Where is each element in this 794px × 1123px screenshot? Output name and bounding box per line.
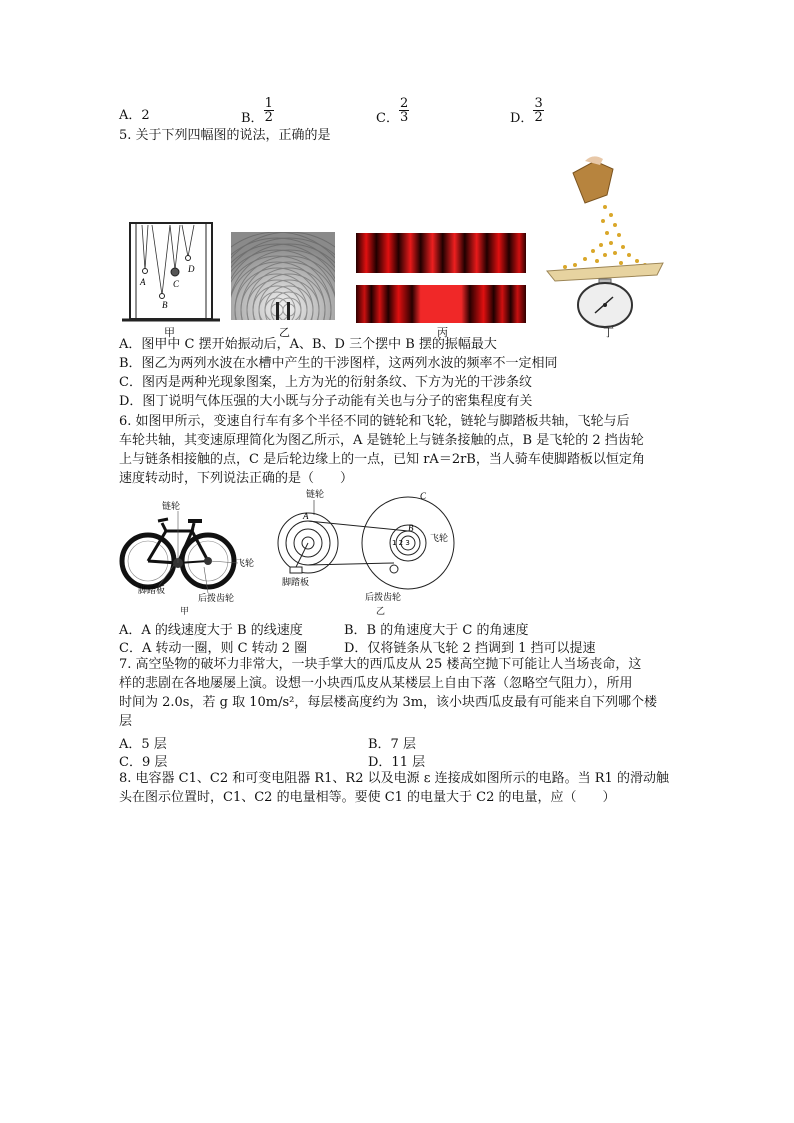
q7-option-d: D．11 层 <box>368 755 426 770</box>
bike-label-pedal: 脚踏板 <box>138 586 166 596</box>
diagram-label-a: A <box>303 511 309 521</box>
bike-label-chainring: 链轮 <box>162 502 181 512</box>
q4-option-c: C． $\frac{2}{3}$ <box>376 96 409 126</box>
caption-diagram-yi: 乙 <box>376 607 386 617</box>
q6-option-c: C．A 转动一圈，则 C 转动 2 圈 <box>119 641 308 656</box>
diagram-label-derailleur: 后拨齿轮 <box>365 593 402 603</box>
pendulum-label-d: D <box>188 264 195 274</box>
caption-yi: 乙 <box>279 326 290 339</box>
q6-stem-line-2: 车轮共轴，其变速原理简化为图乙所示，A 是链轮上与链条接触的点，B 是飞轮的 2 挡齿轮 <box>119 433 644 448</box>
diagram-label-c: C <box>420 491 427 501</box>
q6-stem-line-4: 速度转动时，下列说法正确的是（ ） <box>119 471 354 486</box>
q5-stem: 5. 关于下列四幅图的说法，正确的是 <box>119 128 331 143</box>
q7-option-c: C．9 层 <box>119 755 168 770</box>
caption-bing: 丙 <box>437 326 448 339</box>
q5-option-d: D．图丁说明气体压强的大小既与分子动能有关也与分子的密集程度有关 <box>119 394 533 409</box>
q8-stem-line-2: 头在图示位置时，C1、C2 的电量相等。要使 C1 的电量大于 C2 的电量，应（ ） <box>119 790 616 805</box>
figure-bicycle <box>118 495 268 605</box>
figure-transmission-diagram <box>270 485 470 610</box>
q7-option-b: B．7 层 <box>368 737 416 752</box>
caption-jia: 甲 <box>164 326 175 339</box>
bike-label-derailleur: 后拨齿轮 <box>198 594 235 604</box>
bike-label-freewheel: 飞轮 <box>236 559 255 569</box>
diagram-label-freewheel: 飞轮 <box>430 534 449 544</box>
diagram-label-gears: 1 2 3 <box>392 539 410 547</box>
diagram-label-pedal: 脚踏板 <box>282 578 310 588</box>
q6-option-d: D．仅将链条从飞轮 2 挡调到 1 挡可以提速 <box>344 641 596 656</box>
pendulum-label-b: B <box>162 300 168 310</box>
diagram-label-chainring: 链轮 <box>306 490 325 500</box>
figure-light-fringes <box>356 233 526 323</box>
q5-option-b: B．图乙为两列水波在水槽中产生的干涉图样，这两列水波的频率不一定相同 <box>119 356 558 371</box>
q7-stem-line-1: 7. 高空坠物的破坏力非常大，一块手掌大的西瓜皮从 25 楼高空抛下可能让人当场丧命，这 <box>119 657 642 672</box>
q7-option-a: A．5 层 <box>119 737 167 752</box>
q4-option-d: D． $\frac{3}{2}$ <box>510 96 543 126</box>
q6-stem-line-3: 上与链条相接触的点，C 是后轮边缘上的一点，已知 rA＝2rB，当人骑车使脚踏板以恒定角 <box>119 452 645 467</box>
pendulum-label-a: A <box>140 277 146 287</box>
q6-option-a: A．A 的线速度大于 B 的线速度 <box>119 623 303 638</box>
caption-bike-jia: 甲 <box>180 607 190 617</box>
q8-stem-line-1: 8. 电容器 C1、C2 和可变电阻器 R1、R2 以及电源 ε 连接成如图所示的电路。当 R1 的滑动触 <box>119 771 669 786</box>
q6-stem-line-1: 6. 如图甲所示，变速自行车有多个半径不同的链轮和飞轮，链轮与脚踏板共轴，飞轮与后 <box>119 414 630 429</box>
diagram-label-b: B <box>408 523 414 533</box>
q4-option-a: A．2 <box>119 108 150 123</box>
caption-ding: 丁 <box>603 326 614 339</box>
figure-wave-interference <box>231 232 335 320</box>
pendulum-label-c: C <box>173 279 180 289</box>
figure-gas-pressure-model <box>545 155 670 335</box>
q6-option-b: B．B 的角速度大于 C 的角速度 <box>344 623 529 638</box>
q4-option-b: B． $\frac{1}{2}$ <box>241 96 273 126</box>
q7-stem-line-4: 层 <box>119 714 133 729</box>
q7-stem-line-2: 样的悲剧在各地屡屡上演。设想一小块西瓜皮从某楼层上自由下落（忽略空气阻力），所用 <box>119 676 633 691</box>
q5-option-a: A．图甲中 C 摆开始振动后，A、B、D 三个摆中 B 摆的振幅最大 <box>119 337 497 352</box>
figure-pendulums <box>122 215 222 325</box>
q5-option-c: C．图丙是两种光现象图案，上方为光的衍射条纹、下方为光的干涉条纹 <box>119 375 532 390</box>
q7-stem-line-3: 时间为 2.0s，若 g 取 10m/s²，每层楼高度约为 3m，该小块西瓜皮最有可能来自下列哪个楼 <box>119 695 658 710</box>
